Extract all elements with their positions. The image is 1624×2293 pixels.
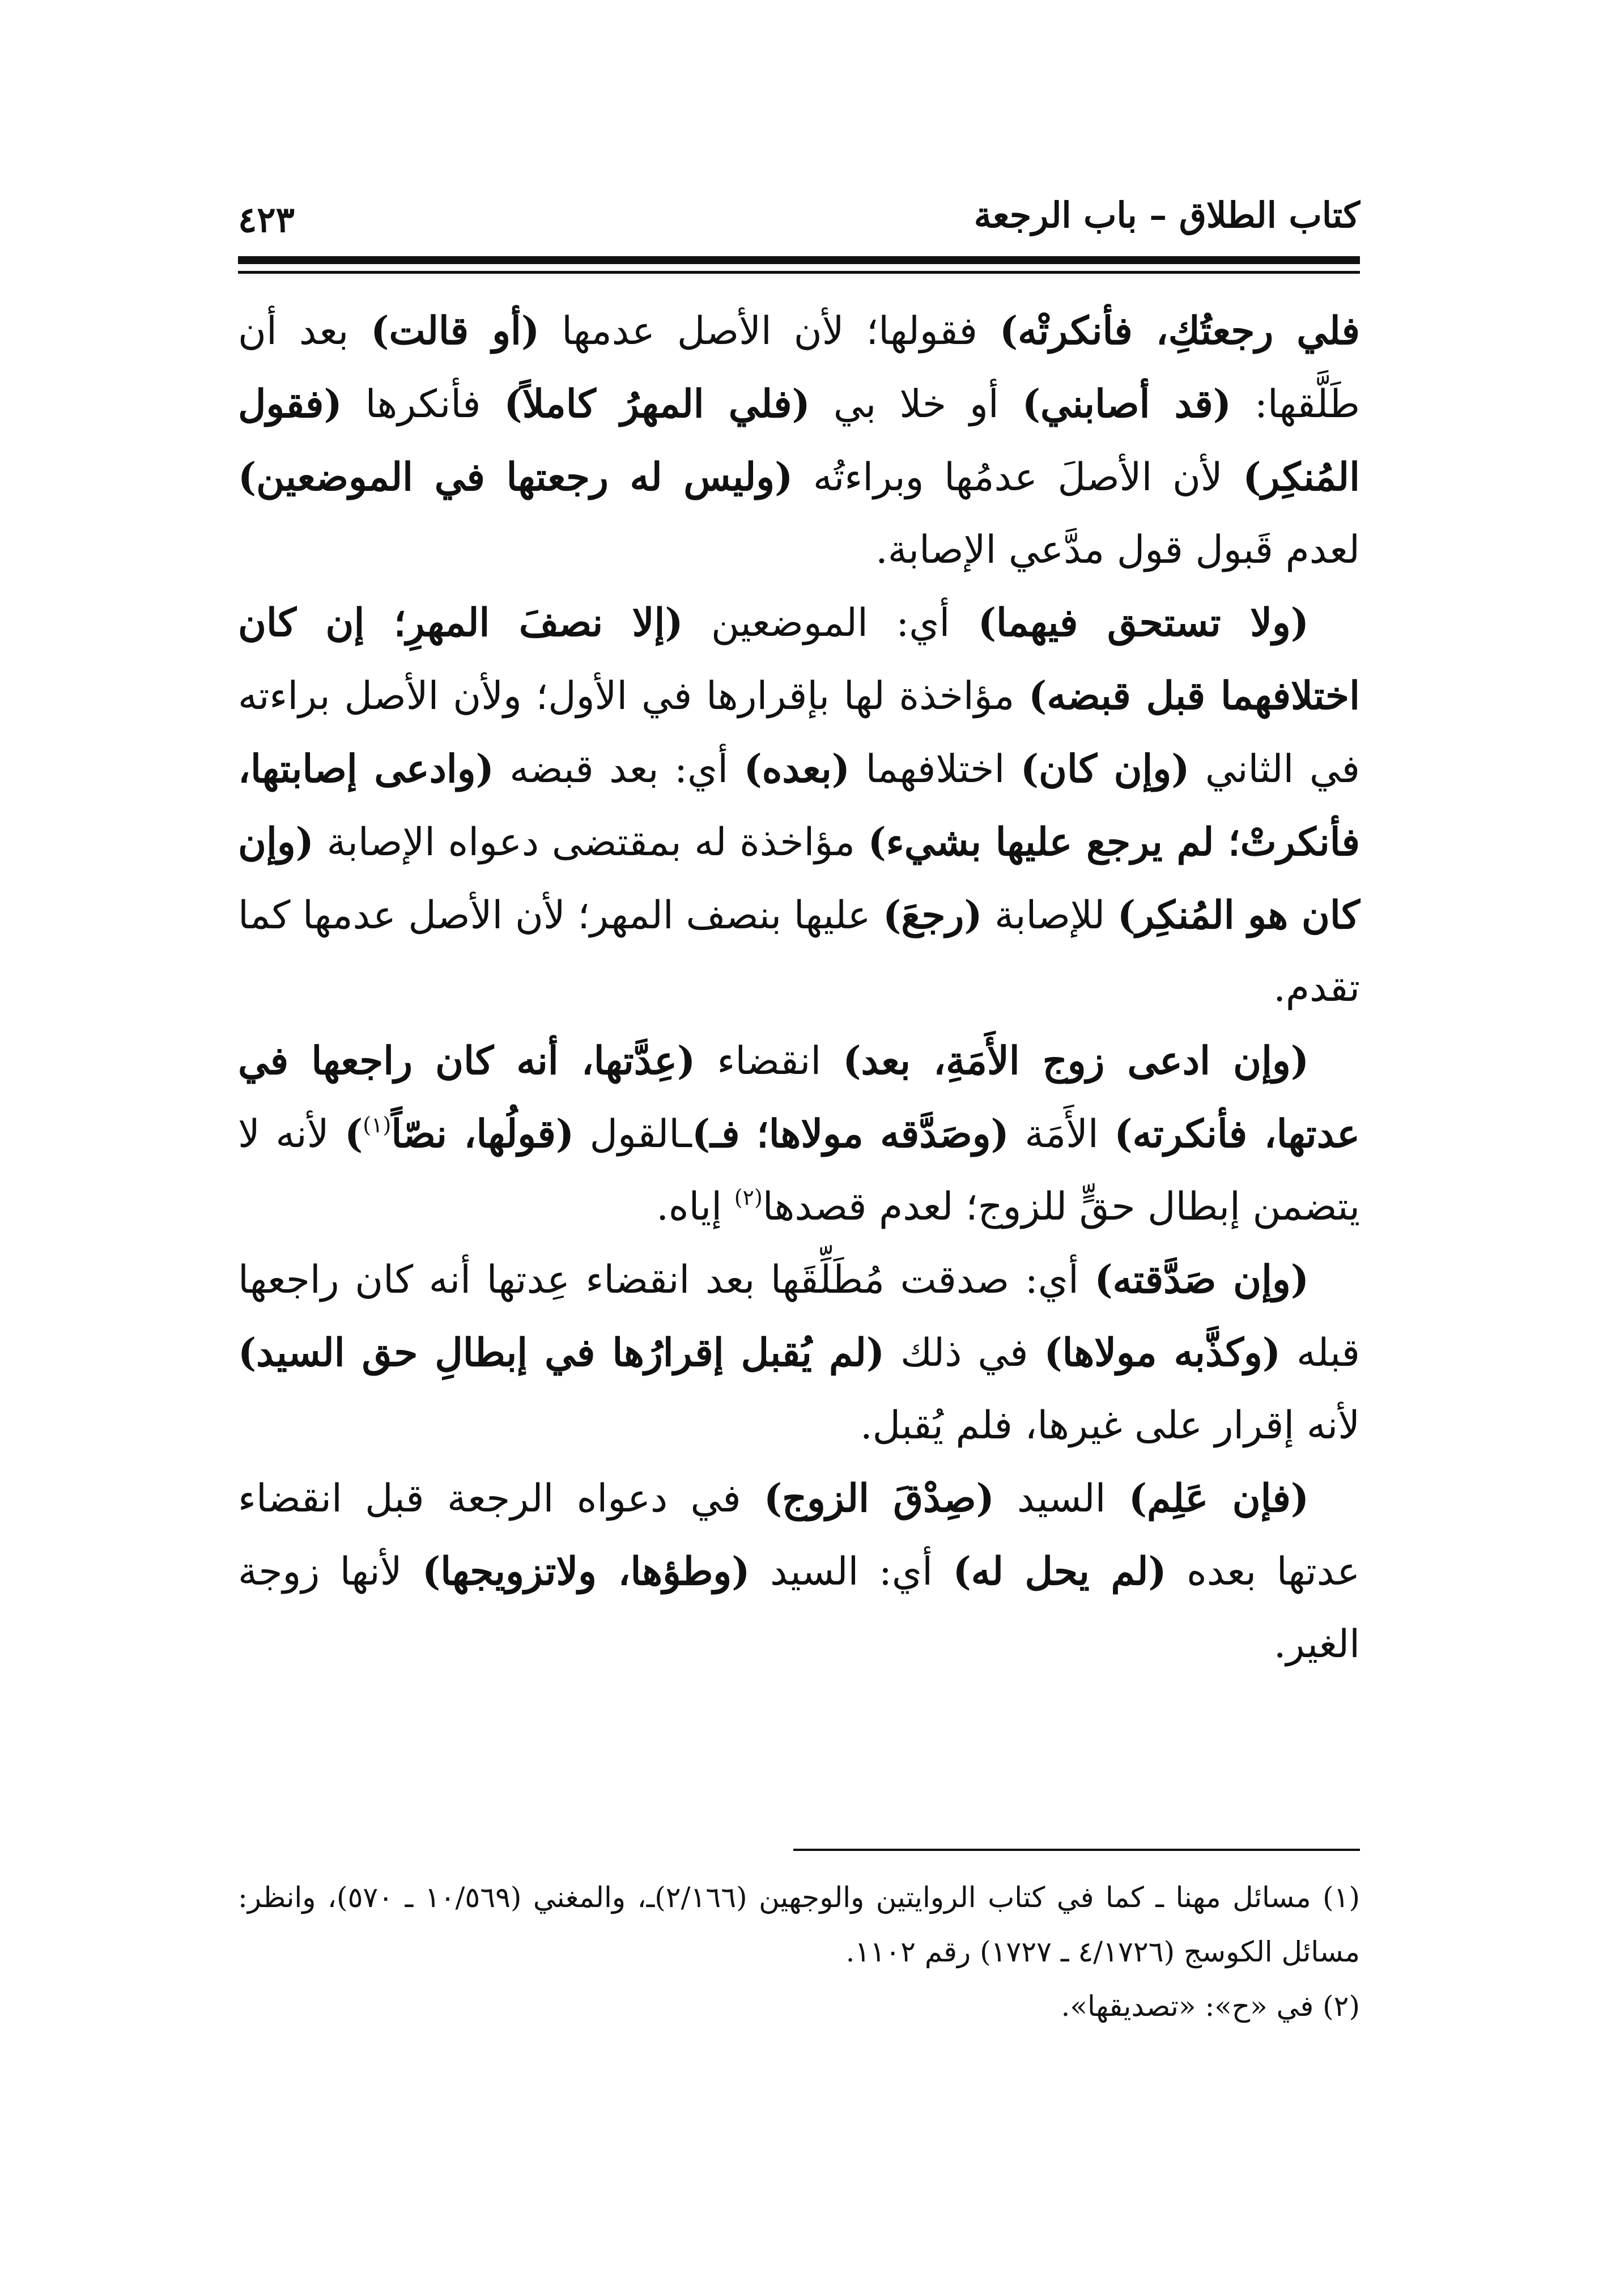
- footnote-marker: (٢): [734, 1185, 763, 1210]
- bold-text-run: (لم يُقبل إقرارُها في إبطالِ حق السيد): [238, 1330, 885, 1375]
- text-run: أو خلا بي: [810, 382, 1022, 427]
- header-rule-thin: [238, 271, 1360, 274]
- bold-text-run: (فقول المُنكِر): [238, 381, 1361, 500]
- text-run: ـالقول: [574, 1112, 692, 1157]
- bold-text-run: (فلي المهرُ كاملاً): [504, 381, 810, 427]
- text-run: الأَمَة: [1009, 1112, 1115, 1157]
- text-run: إياه.: [656, 1184, 734, 1229]
- running-header: [238, 187, 1360, 255]
- text-run: عليها بنصف المهر؛ لأن الأصل عدمها كما تقدم.: [238, 893, 1360, 1010]
- bold-text-run: (وإن كان): [1020, 746, 1190, 792]
- bold-text-run: (وإن ادعى زوج الأَمَةِ، بعد): [843, 1038, 1309, 1084]
- text-run: السيد: [994, 1476, 1129, 1521]
- text-run: أي: صدقت مُطَلِّقَها بعد انقضاء عِدتها أنه كان راجعها قبله: [238, 1258, 1360, 1375]
- paragraph: [238, 295, 1360, 587]
- text-run: لأنه لا يتضمن إبطال حقٍّ للزوج؛ لعدم قصدها: [238, 1112, 1360, 1229]
- footnote-marker: (١): [363, 1112, 392, 1137]
- bold-text-run: (وإن صَدَّقته): [1094, 1257, 1310, 1302]
- text-run: بعد أن طَلَّقها:: [238, 309, 1361, 427]
- bold-text-run: (أو قالت): [371, 308, 540, 354]
- bold-text-run: (وكذَّبه مولاها): [1044, 1330, 1281, 1375]
- text-run: مؤاخذة لها بإقرارها في الأول؛ ولأن الأصل براءته في الثاني: [238, 674, 1361, 792]
- text-run: في ذلك: [885, 1331, 1044, 1375]
- text-run: لأن الأصلَ عدمُها وبراءتُه: [793, 455, 1243, 500]
- chapter-title: كتاب الطلاق – باب الرجعة: [973, 194, 1360, 236]
- paragraph: [238, 1243, 1360, 1462]
- bold-text-run: (قولُها، نصّاً: [391, 1111, 575, 1157]
- text-run: أي: بعد قبضه: [494, 747, 744, 792]
- bold-text-run: (رجعَ): [883, 893, 983, 938]
- text-run: لعدم قَبول قول مدَّعي الإصابة.: [875, 528, 1360, 572]
- footnote-separator: [793, 1849, 1360, 1851]
- bold-text-run: (بعده): [743, 746, 850, 792]
- bold-text-run: (وليس له رجعتها في الموضعين): [238, 455, 793, 500]
- footnote-2: (٢) في «ح»: «تصديقها».: [1061, 1990, 1360, 2023]
- text-run: مؤاخذة له بمقتضى دعواه الإصابة: [313, 820, 868, 865]
- bold-text-run: (عِدَّتها، أنه كان راجعها في عدتها، فأنكرته): [238, 1038, 1360, 1157]
- bold-text-run: (وصَدَّقه مولاها؛ فـ): [691, 1111, 1009, 1157]
- bold-text-run: (صِدْقَ الزوج): [763, 1476, 994, 1521]
- text-run: اختلافهما: [849, 747, 1021, 792]
- footnote-1: (١) مسائل مهنا ـ كما في كتاب الروايتين والوجهين (٢/١٦٦)ـ، والمغني (١٠/٥٦٩ ـ ٥٧٠)، وانظر: مسائل الكوسج (٤/١٧٢٦ ـ ١٧٢٧) رقم ١١٠٢.: [238, 1881, 1361, 1968]
- text-run: انقضاء: [695, 1039, 843, 1084]
- text-run: للإصابة: [982, 893, 1117, 938]
- bold-text-run: ): [345, 1111, 363, 1157]
- text-run: في دعواه الرجعة قبل انقضاء عدتها بعده: [238, 1476, 1361, 1594]
- main-text: [238, 295, 1360, 1681]
- text-run: أي: الموضعين: [683, 601, 978, 646]
- bold-text-run: (وادعى إصابتها، فأنكرتْ؛ لم يرجع عليها بشيء): [238, 746, 1360, 865]
- bold-text-run: فلي رجعتُكِ، فأنكرتْه): [999, 308, 1361, 354]
- text-run: فأنكرها: [342, 382, 504, 427]
- text-run: لأنها زوجة الغير.: [238, 1549, 1360, 1667]
- page-number: ٤٢٣: [238, 199, 295, 240]
- bold-text-run: (إلا نصفَ المهرِ؛ إن كان اختلافهما قبل قبضه): [238, 600, 1360, 719]
- text-run: فقولها؛ لأن الأصل عدمها: [539, 309, 1000, 354]
- text-run: لأنه إقرار على غيرها، فلم يُقبل.: [860, 1403, 1360, 1448]
- bold-text-run: (فإن عَلِم): [1128, 1476, 1310, 1521]
- bold-text-run: (وإن كان هو المُنكِر): [238, 819, 1360, 938]
- paragraph: [238, 1025, 1360, 1243]
- footnotes: [238, 1870, 1360, 2033]
- header-rule-thick: [238, 256, 1360, 264]
- paragraph: [238, 1462, 1360, 1681]
- bold-text-run: (لم يحل له): [953, 1549, 1167, 1594]
- paragraph: [238, 587, 1360, 1025]
- text-run: أي: السيد: [750, 1549, 953, 1594]
- bold-text-run: (قد أصابني): [1022, 381, 1231, 427]
- bold-text-run: (ولا تستحق فيهما): [977, 600, 1309, 646]
- bold-text-run: (وطؤها، ولاتزويجها): [422, 1549, 750, 1594]
